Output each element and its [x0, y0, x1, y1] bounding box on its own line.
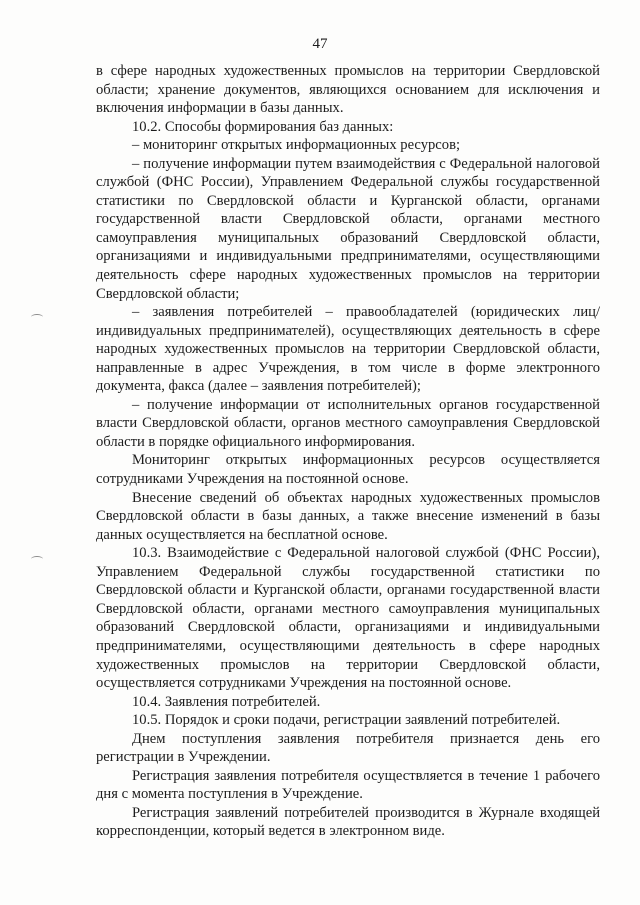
- list-item: – получение информации от исполнительных органов государственной власти Свердловской области, органов местного самоуправления Свердловской области в порядке официального информирования.: [96, 396, 600, 450]
- section-heading: 10.2. Способы формирования баз данных:: [132, 118, 394, 135]
- section-heading: 10.4. Заявления потребителей.: [132, 693, 321, 710]
- paragraph: Внесение сведений об объектах народных художественных промыслов Свердловской области в базы данных, а также внесение изменений в базы данных осуществляется на бесплатной основе.: [96, 489, 600, 543]
- paragraph: Регистрация заявления потребителя осуществляется в течение 1 рабочего дня с момента поступления в Учреждение.: [96, 767, 600, 803]
- list-item: – получение информации путем взаимодействия с Федеральной налоговой службой (ФНС России), Управлением Федеральной службы государственной статистики по Свердловской области и Курганской области, органами государственной власти Свердловской области, органами местного самоуправления муниципальных образований Свердловской области, организациями и индивидуальными предпринимателями, осуществляющими деятельность сфере народных художественных промыслов на территории Свердловской области;: [96, 155, 600, 302]
- list-item: – заявления потребителей – правообладателей (юридических лиц/индивидуальных предпринимателей), осуществляющих деятельность в сфере народных художественных промыслов на территории Свердловской области, направленные в адрес Учреждения, в том числе в форме электронного документа, факса (далее – заявления потребителей);: [96, 304, 600, 395]
- document-body: [96, 62, 600, 841]
- paragraph: Регистрация заявлений потребителей производится в Журнале входящей корреспонденции, который ведется в электронном виде.: [96, 804, 600, 840]
- section-heading: 10.5. Порядок и сроки подачи, регистрации заявлений потребителей.: [132, 712, 561, 729]
- page-number: 47: [312, 36, 328, 52]
- paragraph: в сфере народных художественных промыслов на территории Свердловской области; хранение документов, являющихся основанием для исключения и включения информации в базы данных.: [96, 63, 600, 117]
- list-item: – мониторинг открытых информационных ресурсов;: [132, 137, 461, 154]
- punch-hole-mark: [31, 314, 43, 320]
- paragraph: Мониторинг открытых информационных ресурсов осуществляется сотрудниками Учреждения на постоянной основе.: [96, 452, 600, 488]
- paragraph: Днем поступления заявления потребителя признается день его регистрации в Учреждении.: [96, 730, 600, 766]
- section-paragraph: 10.3. Взаимодействие с Федеральной налоговой службой (ФНС России), Управлением Федеральной службы государственной статистики по Свердловской области и Курганской области, органами государственной власти Свердловской области, органами местного самоуправления муниципальных образований Свердловской области, организациями и индивидуальными предпринимателями, осуществляющими деятельность в сфере народных художественных промыслов на территории Свердловской области, осуществляется сотрудниками Учреждения на постоянной основе.: [96, 545, 600, 692]
- punch-hole-mark: [31, 556, 43, 562]
